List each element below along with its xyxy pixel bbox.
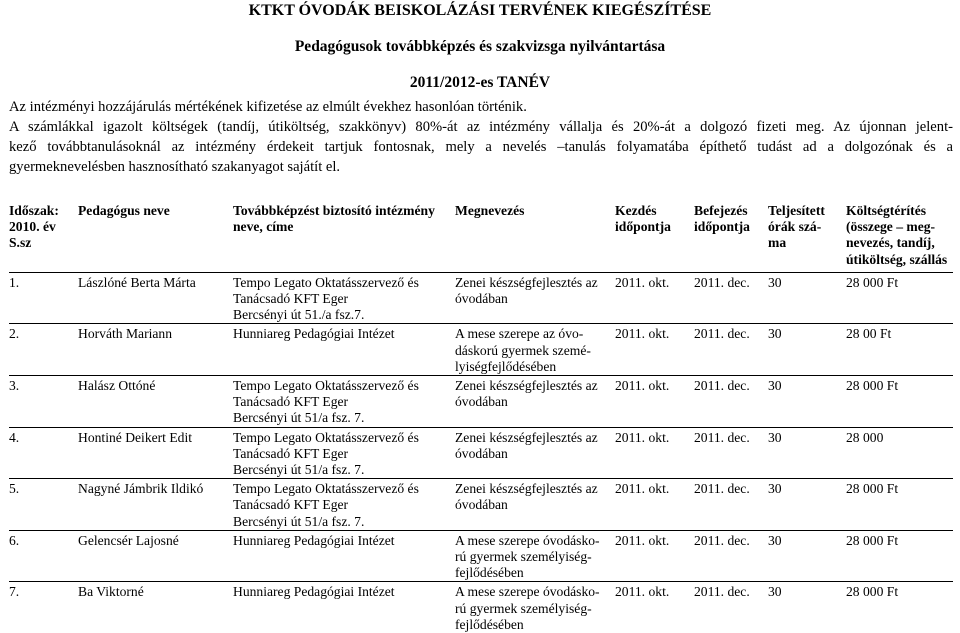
cell-line: rú gyermek személyiség- — [455, 600, 592, 616]
cell-line: Tanácsadó KFT Eger — [233, 291, 349, 307]
cell-line: Tempo Legato Oktatásszervező és — [233, 481, 419, 497]
cell-teacher: Halász Ottóné — [78, 376, 233, 428]
cell-institution — [233, 376, 455, 428]
cell-line: A mese szerepe az óvo- — [455, 326, 584, 342]
cell-end: 2011. dec. — [694, 376, 768, 428]
cell-number: 2. — [9, 324, 78, 376]
cell-end: 2011. dec. — [694, 324, 768, 376]
cell-start: 2011. okt. — [615, 530, 694, 582]
table-row — [9, 582, 953, 633]
cell-number: 1. — [9, 272, 78, 324]
cell-line: óvodában — [455, 497, 508, 513]
paragraph-line: gyermeknevelésben hasznosítható szakanyagot sajátít el. — [9, 159, 341, 175]
cell-end: 2011. dec. — [694, 272, 768, 324]
cell-start: 2011. okt. — [615, 582, 694, 633]
table-row — [9, 376, 953, 428]
cell-hours: 30 — [768, 479, 846, 531]
cell-number: 3. — [9, 376, 78, 428]
table-row — [9, 324, 953, 376]
header-start — [615, 203, 694, 272]
header-cost — [846, 203, 953, 272]
cell-line: Zenei készségfejlesztés az — [455, 429, 598, 445]
cell-line: fejlődésében — [455, 616, 524, 632]
cell-line: Tanácsadó KFT Eger — [233, 497, 349, 513]
cell-training-name — [455, 479, 615, 531]
cell-line: óvodában — [455, 445, 508, 461]
cell-line: dáskorú gyermek szemé- — [455, 342, 591, 358]
cell-teacher: Ba Viktorné — [78, 582, 233, 633]
cell-line: órák szá- — [768, 219, 822, 235]
cell-line: időpontja — [694, 219, 750, 235]
cell-line: Zenei készségfejlesztés az — [455, 274, 598, 290]
cell-line: Befejezés — [694, 203, 748, 218]
header-institution — [233, 203, 455, 272]
cell-hours: 30 — [768, 427, 846, 479]
cell-line: neve, címe — [233, 219, 294, 235]
cell-line: Bercsényi út 51/a fsz. 7. — [233, 513, 365, 529]
cell-line: Költségtérítés — [846, 203, 927, 218]
cell-line: Tempo Legato Oktatásszervező és — [233, 378, 419, 394]
header-hours — [768, 203, 846, 272]
cell-end: 2011. dec. — [694, 530, 768, 582]
cell-hours: 30 — [768, 376, 846, 428]
table-row — [9, 479, 953, 531]
cell-start: 2011. okt. — [615, 427, 694, 479]
cell-start: 2011. okt. — [615, 479, 694, 531]
cell-line: Bercsényi út 51./a fsz.7. — [233, 307, 365, 323]
cell-line: fejlődésében — [455, 565, 524, 581]
cell-hours: 30 — [768, 324, 846, 376]
school-year: 2011/2012-es TANÉV — [409, 74, 551, 91]
cell-number: 5. — [9, 479, 78, 531]
cell-line: ma — [768, 235, 787, 251]
cell-line: óvodában — [455, 394, 508, 410]
cell-line: időpontja — [615, 219, 671, 235]
table-row — [9, 272, 953, 324]
cell-training-name — [455, 530, 615, 582]
cell-number: 4. — [9, 427, 78, 479]
cell-line: nevezés, tandíj, — [846, 235, 935, 251]
cell-cost: 28 000 Ft — [846, 272, 953, 324]
cell-training-name — [455, 324, 615, 376]
cell-number: 7. — [9, 582, 78, 633]
cell-institution — [233, 530, 455, 582]
cell-line: Kezdés — [615, 203, 657, 218]
cell-training-name — [455, 376, 615, 428]
cell-line: Hunniareg Pedagógiai Intézet — [233, 584, 395, 600]
header-end — [694, 203, 768, 272]
cell-line: A mese szerepe óvodásko- — [455, 532, 600, 548]
cell-cost: 28 00 Ft — [846, 324, 953, 376]
cell-training-name — [455, 582, 615, 633]
cell-line: lyiségfejlődésében — [455, 358, 557, 374]
cell-cost: 28 000 Ft — [846, 530, 953, 582]
table-row — [9, 427, 953, 479]
cell-teacher: Nagyné Jámbrik Ildikó — [78, 479, 233, 531]
cell-hours: 30 — [768, 272, 846, 324]
cell-teacher: Lászlóné Berta Márta — [78, 272, 233, 324]
header-teacher: Pedagógus neve — [78, 203, 170, 218]
cell-teacher: Hontiné Deikert Edit — [78, 427, 233, 479]
cell-hours: 30 — [768, 582, 846, 633]
cell-end: 2011. dec. — [694, 427, 768, 479]
cell-end: 2011. dec. — [694, 479, 768, 531]
cell-teacher: Gelencsér Lajosné — [78, 530, 233, 582]
paragraph-contribution: Az intézményi hozzájárulás mértékének kifizetése az elmúlt évekhez hasonlóan történik. — [9, 99, 527, 115]
cell-start: 2011. okt. — [615, 376, 694, 428]
header-name: Megnevezés — [455, 203, 525, 218]
cell-line: óvodában — [455, 291, 508, 307]
cell-start: 2011. okt. — [615, 272, 694, 324]
cell-line: Zenei készségfejlesztés az — [455, 481, 598, 497]
cell-training-name — [455, 272, 615, 324]
cell-cost: 28 000 Ft — [846, 582, 953, 633]
cell-number: 6. — [9, 530, 78, 582]
cell-line: A mese szerepe óvodásko- — [455, 584, 600, 600]
paragraph-costs — [9, 117, 953, 177]
cell-line: Teljesített — [768, 203, 825, 218]
paragraph-line: A számlákkal igazolt költségek (tandíj, útiköltség, szakkönyv) 80%-át az intézmény vállalja és 20%-át a dolgozó fizeti meg. Az újonnan jelent- — [9, 119, 953, 135]
cell-cost: 28 000 — [846, 427, 953, 479]
document-title: KTKT ÓVODÁK BEISKOLÁZÁSI TERVÉNEK KIEGÉSZÍTÉSE — [248, 2, 712, 19]
cell-line: (összege – meg- — [846, 219, 936, 235]
cell-line: Tanácsadó KFT Eger — [233, 394, 349, 410]
cell-cost: 28 000 Ft — [846, 479, 953, 531]
cell-start: 2011. okt. — [615, 324, 694, 376]
cell-cost: 28 000 Ft — [846, 376, 953, 428]
cell-institution — [233, 427, 455, 479]
cell-institution — [233, 479, 455, 531]
table-row — [9, 530, 953, 582]
cell-line: útiköltség, szállás — [846, 251, 948, 267]
cell-line: Hunniareg Pedagógiai Intézet — [233, 326, 395, 342]
cell-institution — [233, 582, 455, 633]
cell-line: Zenei készségfejlesztés az — [455, 378, 598, 394]
cell-training-name — [455, 427, 615, 479]
document-subtitle: Pedagógusok továbbképzés és szakvizsga nyilvántartása — [294, 38, 666, 55]
cell-line: Tanácsadó KFT Eger — [233, 445, 349, 461]
cell-line: Tempo Legato Oktatásszervező és — [233, 274, 419, 290]
cell-institution — [233, 272, 455, 324]
cell-end: 2011. dec. — [694, 582, 768, 633]
cell-line: Bercsényi út 51/a fsz. 7. — [233, 410, 365, 426]
cell-line: Időszak: — [9, 203, 59, 218]
cell-institution — [233, 324, 455, 376]
cell-line: Továbbképzést biztosító intézmény — [233, 203, 435, 218]
paragraph-line: kező továbbtanulásoknál az intézmény érdekeit tartjuk fontosnak, mely a nevelés –tanulás folyamatába építhető tudást ad a dolgozónak és a — [9, 139, 953, 155]
training-table — [9, 203, 953, 633]
cell-line: S.sz — [9, 235, 32, 251]
cell-line: 2010. év — [9, 219, 56, 235]
header-period — [9, 203, 78, 272]
cell-line: Bercsényi út 51/a fsz. 7. — [233, 462, 365, 478]
table-header-row — [9, 203, 953, 272]
cell-hours: 30 — [768, 530, 846, 582]
cell-line: Hunniareg Pedagógiai Intézet — [233, 532, 395, 548]
cell-line: Tempo Legato Oktatásszervező és — [233, 429, 419, 445]
cell-line: rú gyermek személyiség- — [455, 549, 592, 565]
cell-teacher: Horváth Mariann — [78, 324, 233, 376]
